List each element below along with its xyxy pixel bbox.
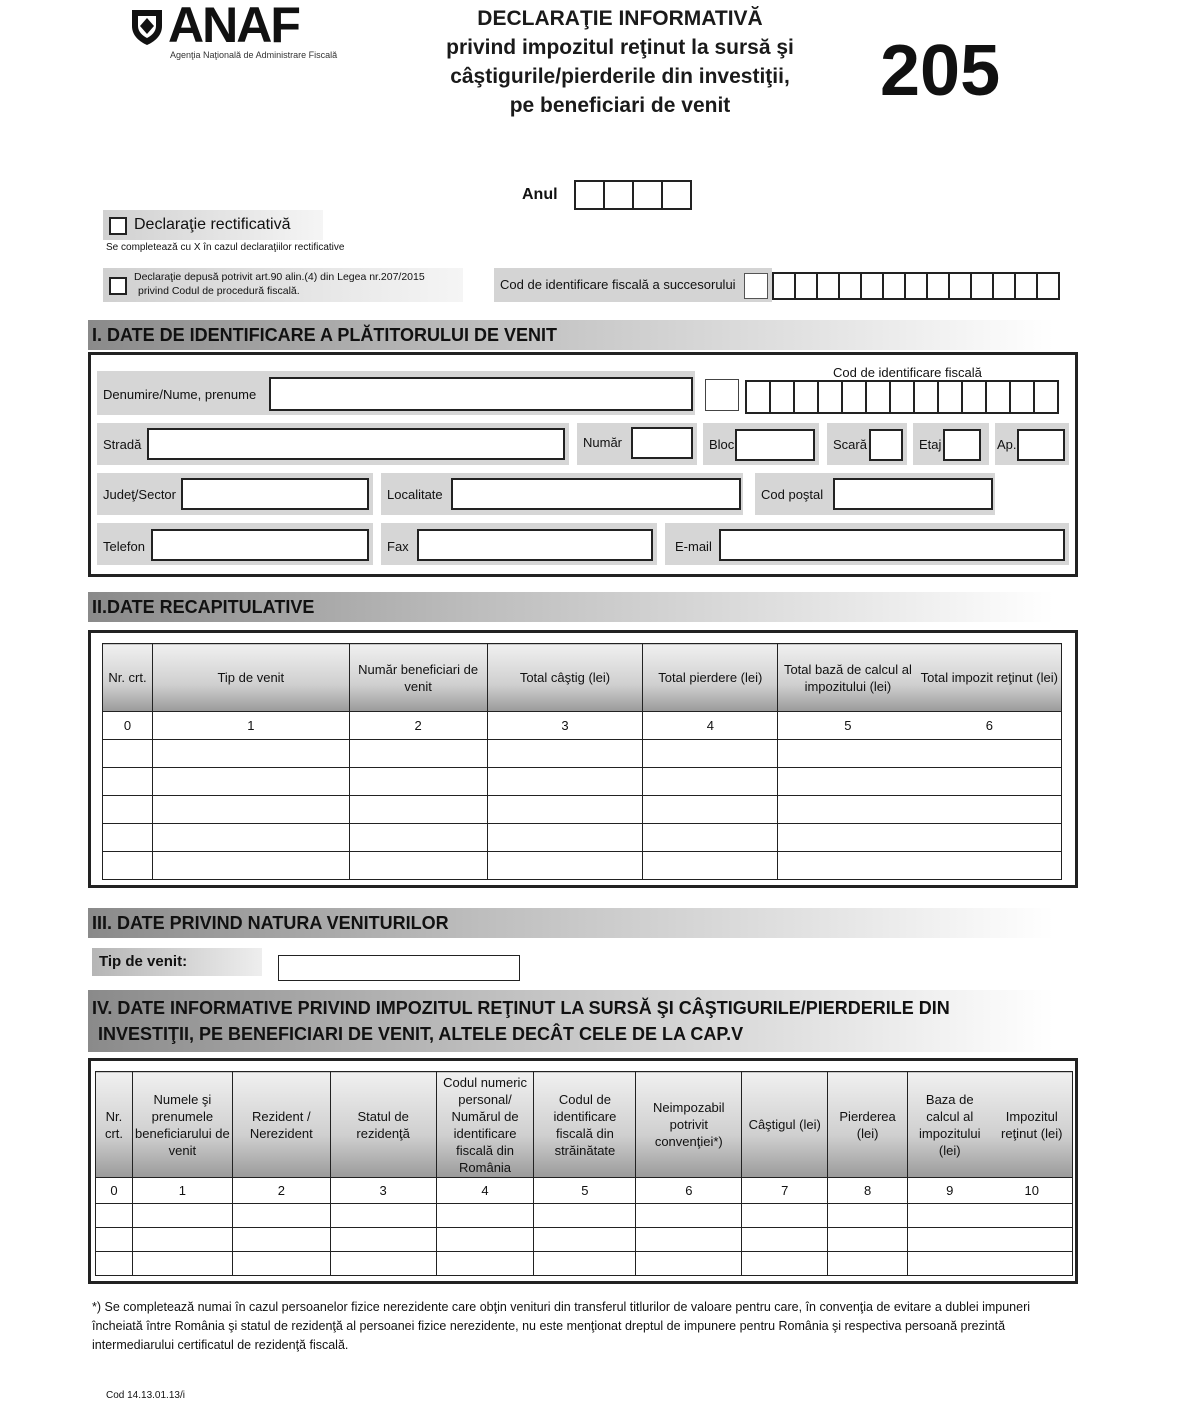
table-cell[interactable] [436,1204,534,1228]
number-label: Număr [583,435,623,450]
table-cell[interactable] [103,852,153,880]
benef-index-cell: 5 [534,1178,636,1204]
county-label: Judeţ/Sector [103,487,176,502]
form-title: DECLARAŢIE INFORMATIVĂ privind impozitul reţinut la sursă şi câştigurile/pierderile din investiţii, pe beneficiari de venit [446,7,794,117]
art90-checkbox[interactable] [109,277,127,295]
county-input[interactable] [181,478,369,510]
table-cell[interactable] [643,796,778,824]
benef-index-cell: 6 [636,1178,742,1204]
table-cell[interactable] [487,740,643,768]
table-cell[interactable] [436,1252,534,1276]
year-digit-box[interactable] [661,180,692,210]
table-cell[interactable] [778,740,918,768]
logo-text: ANAF [168,0,299,53]
street-label: Stradă [103,437,142,452]
table-cell[interactable] [349,796,487,824]
recap-index-cell: 6 [918,712,1062,740]
year-digit-box[interactable] [632,180,663,210]
table-cell[interactable] [96,1252,133,1276]
benef-col-header: Câştigul (lei) [742,1072,828,1178]
successor-cif-input[interactable] [774,272,1060,300]
benef-index-cell: 2 [232,1178,330,1204]
table-cell[interactable] [643,824,778,852]
table-cell[interactable] [330,1252,436,1276]
table-cell[interactable] [778,796,918,824]
cif-digit-box[interactable] [985,380,1011,414]
cif-digit-box[interactable] [860,272,884,300]
section1-heading: I. DATE DE IDENTIFICARE A PLĂTITORULUI DE VENIT [88,320,1054,350]
rectificativa-label: Declaraţie rectificativă [134,216,291,233]
table-cell[interactable] [534,1252,636,1276]
email-label: E-mail [675,539,712,554]
fax-label: Fax [387,539,409,554]
benef-index-cell: 3 [330,1178,436,1204]
benef-col-header: Neimpozabil potrivit convenţiei*) [636,1072,742,1178]
table-cell[interactable] [636,1252,742,1276]
table-cell[interactable] [742,1252,828,1276]
table-cell[interactable] [487,796,643,824]
table-cell[interactable] [103,740,153,768]
floor-input[interactable] [943,429,981,461]
cif-digit-box[interactable] [772,272,796,300]
table-cell[interactable] [152,740,349,768]
table-cell[interactable] [828,1228,908,1252]
table-cell[interactable] [643,740,778,768]
table-cell[interactable] [918,768,1062,796]
table-cell[interactable] [534,1228,636,1252]
cif-digit-box[interactable] [961,380,987,414]
benef-col-header: Rezident / Nerezident [232,1072,330,1178]
year-label: Anul [522,186,558,203]
cif-digit-box[interactable] [817,380,843,414]
cif-digit-box[interactable] [793,380,819,414]
table-cell[interactable] [778,768,918,796]
benef-col-header: Nr. crt. [96,1072,133,1178]
cif-digit-box[interactable] [841,380,867,414]
benef-col-header: Statul de rezidenţă [330,1072,436,1178]
table-cell[interactable] [636,1228,742,1252]
table-cell[interactable] [487,768,643,796]
table-cell[interactable] [643,768,778,796]
table-cell[interactable] [152,768,349,796]
table-cell[interactable] [778,852,918,880]
table-cell[interactable] [103,768,153,796]
recap-col-header: Total impozit reţinut (lei) [918,644,1062,712]
postal-input[interactable] [833,478,993,510]
table-cell[interactable] [991,1252,1072,1276]
recap-index-cell: 4 [643,712,778,740]
recap-col-header: Total pierdere (lei) [643,644,778,712]
cif-digit-box[interactable] [794,272,818,300]
table-cell[interactable] [828,1252,908,1276]
table-cell[interactable] [152,824,349,852]
phone-input[interactable] [151,529,369,561]
table-cell[interactable] [349,768,487,796]
cif-digit-box[interactable] [865,380,891,414]
art90-label: Declaraţie depusă potrivit art.90 alin.(4) din Legea nr.207/2015 privind Codul de procedură fiscală. [134,271,425,297]
table-cell[interactable] [436,1228,534,1252]
cif-digit-box[interactable] [769,380,795,414]
recap-col-header: Număr beneficiari de venit [349,644,487,712]
table-cell[interactable] [349,852,487,880]
table-cell[interactable] [991,1204,1072,1228]
table-cell[interactable] [96,1228,133,1252]
recap-index-cell: 0 [103,712,153,740]
stair-input[interactable] [869,429,903,461]
table-cell[interactable] [132,1204,232,1228]
table-cell[interactable] [330,1204,436,1228]
rectificativa-note: Se completează cu X în cazul declaraţiilor rectificative [106,242,345,253]
recap-index-cell: 3 [487,712,643,740]
benef-col-header: Baza de calcul al impozitului (lei) [908,1072,992,1178]
cif-digit-box[interactable] [948,272,972,300]
cif-digit-box[interactable] [1014,272,1038,300]
recap-index-cell: 5 [778,712,918,740]
form-number: 205 [880,31,1001,111]
table-cell[interactable] [232,1228,330,1252]
cif-digit-box[interactable] [1036,272,1060,300]
year-digit-box[interactable] [574,180,605,210]
year-digit-box[interactable] [603,180,634,210]
section2-heading: II.DATE RECAPITULATIVE [88,592,1054,622]
benef-col-header: Codul numeric personal/ Numărul de identificare fiscală din România [436,1072,534,1178]
table-cell[interactable] [636,1204,742,1228]
successor-prefix-box[interactable] [744,273,768,299]
stair-label: Scară [833,437,867,452]
postal-label: Cod poştal [761,487,824,502]
shield-icon [130,6,164,46]
cif-digit-box[interactable] [937,380,963,414]
email-input[interactable] [719,529,1065,561]
cif-prefix-box[interactable] [705,379,739,411]
cif-label: Cod de identificare fiscală [833,365,982,380]
city-label: Localitate [387,487,443,502]
cif-input[interactable] [747,380,1059,414]
cif-digit-box[interactable] [970,272,994,300]
cif-digit-box[interactable] [838,272,862,300]
recap-table [102,643,1062,880]
cif-digit-box[interactable] [745,380,771,414]
table-cell[interactable] [534,1204,636,1228]
table-cell[interactable] [742,1204,828,1228]
table-cell[interactable] [349,824,487,852]
table-cell[interactable] [918,796,1062,824]
table-cell[interactable] [918,740,1062,768]
section1-frame [88,352,1078,577]
table-cell[interactable] [132,1228,232,1252]
apt-input[interactable] [1017,429,1065,461]
table-cell[interactable] [232,1204,330,1228]
table-cell[interactable] [828,1204,908,1228]
table-cell[interactable] [330,1228,436,1252]
street-input[interactable] [147,428,565,460]
benef-index-cell: 7 [742,1178,828,1204]
benef-index-cell: 0 [96,1178,133,1204]
table-cell[interactable] [742,1228,828,1252]
table-cell[interactable] [487,824,643,852]
anaf-logo [130,0,360,64]
section3-heading: III. DATE PRIVIND NATURA VENITURILOR [88,908,1054,938]
cif-digit-box[interactable] [904,272,928,300]
cif-digit-box[interactable] [816,272,840,300]
cif-digit-box[interactable] [1033,380,1059,414]
benef-col-header: Impozitul reţinut (lei) [991,1072,1072,1178]
cif-digit-box[interactable] [992,272,1016,300]
table-cell[interactable] [349,740,487,768]
form-code: Cod 14.13.01.13/i [106,1390,185,1401]
section4-frame [88,1058,1078,1284]
cif-digit-box[interactable] [889,380,915,414]
benef-col-header: Codul de identificare fiscală din străinătate [534,1072,636,1178]
recap-col-header: Total câştig (lei) [487,644,643,712]
table-cell[interactable] [487,852,643,880]
rectificativa-checkbox[interactable] [109,217,127,235]
year-input[interactable] [576,180,692,210]
benef-index-cell: 1 [132,1178,232,1204]
recap-col-header: Tip de venit [152,644,349,712]
block-label: Bloc [709,437,735,452]
income-type-input[interactable] [278,955,520,981]
section4-heading: IV. DATE INFORMATIVE PRIVIND IMPOZITUL REŢINUT LA SURSĂ ŞI CÂŞTIGURILE/PIERDERILE DIN INVESTIŢII, PE BENEFICIARI DE VENIT, ALTELE DECÂT CELE DE LA CAP.V [88,990,1054,1052]
table-cell[interactable] [132,1252,232,1276]
recap-index-cell: 2 [349,712,487,740]
logo-subtitle: Agenţia Naţională de Administrare Fiscală [170,50,338,60]
recap-index-cell: 1 [152,712,349,740]
table-cell[interactable] [232,1252,330,1276]
floor-label: Etaj [919,437,942,452]
benef-index-cell: 4 [436,1178,534,1204]
table-cell[interactable] [643,852,778,880]
table-cell[interactable] [908,1228,992,1252]
cif-digit-box[interactable] [1009,380,1035,414]
phone-label: Telefon [103,539,145,554]
recap-col-header: Nr. crt. [103,644,153,712]
table-cell[interactable] [96,1204,133,1228]
city-input[interactable] [451,478,741,510]
block-input[interactable] [735,429,815,461]
section2-frame [88,630,1078,888]
cif-digit-box[interactable] [882,272,906,300]
table-cell[interactable] [103,824,153,852]
table-cell[interactable] [152,796,349,824]
benef-index-cell: 8 [828,1178,908,1204]
name-input[interactable] [269,377,693,411]
apt-label: Ap. [997,437,1017,452]
table-cell[interactable] [991,1228,1072,1252]
benef-index-cell: 9 [908,1178,992,1204]
benef-col-header: Numele şi prenumele beneficiarului de venit [132,1072,232,1178]
benef-index-cell: 10 [991,1178,1072,1204]
recap-col-header: Total bază de calcul al impozitului (lei) [778,644,918,712]
number-input[interactable] [631,427,693,459]
cif-digit-box[interactable] [913,380,939,414]
fax-input[interactable] [417,529,653,561]
cif-digit-box[interactable] [926,272,950,300]
table-cell[interactable] [103,796,153,824]
table-cell[interactable] [908,1204,992,1228]
table-cell[interactable] [152,852,349,880]
table-cell[interactable] [908,1252,992,1276]
footnote: *) Se completează numai în cazul persoanelor fizice nerezidente care obţin venituri din transferul titlurilor de valoare pentru care, în convenţia de evitare a dublei impuneri încheiată între România şi statul de rezidenţă al persoanei fizice nerezidente, nu este menţionat dreptul de impunere pentru România şi respectiva persoană prezintă intermediarului certificatul de rezidenţă fiscală. [92,1300,1031,1352]
income-type-label: Tip de venit: [92,948,262,976]
name-label: Denumire/Nume, prenume [103,387,257,402]
table-cell[interactable] [918,852,1062,880]
successor-label: Cod de identificare fiscală a succesorului [500,277,736,292]
benef-col-header: Pierderea (lei) [828,1072,908,1178]
table-cell[interactable] [778,824,918,852]
table-cell[interactable] [918,824,1062,852]
beneficiaries-table [95,1071,1073,1276]
